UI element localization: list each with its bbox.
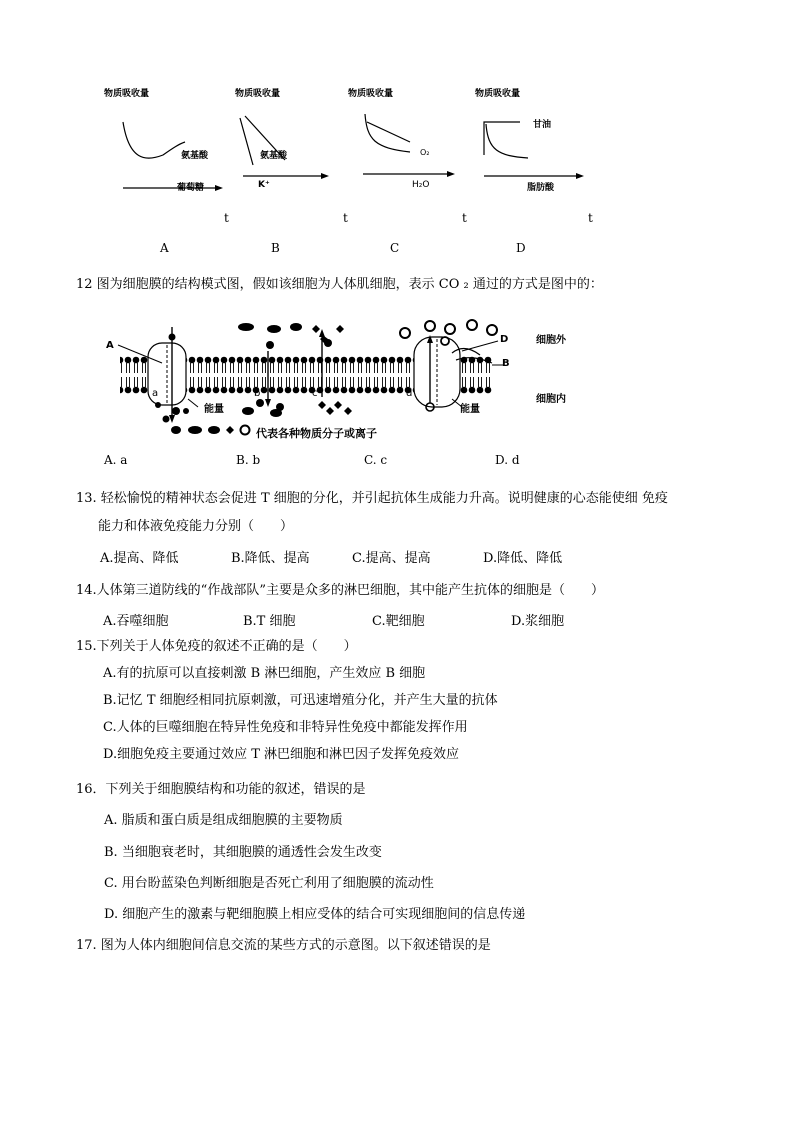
path-a-label: a <box>152 388 159 399</box>
path-b-label: b <box>254 388 261 399</box>
q14-option-d: D.浆细胞 <box>511 614 565 629</box>
q13-option-d: D.降低、降低 <box>483 551 563 566</box>
q13-option-c: C.提高、提高 <box>352 551 431 566</box>
graph-b-t-label: t <box>343 211 348 225</box>
graph-d-axis-label: 脂肪酸 <box>527 183 555 193</box>
q12-option-c: C. c <box>364 453 388 467</box>
q13-option-b: B.降低、提高 <box>231 551 310 566</box>
graph-b-y-label: 物质吸收量 <box>235 89 281 99</box>
graph-option-d: D <box>516 241 526 255</box>
graph-a-y-label: 物质吸收量 <box>104 89 150 99</box>
graph-c-axis-label: H₂O <box>412 180 430 190</box>
q14-option-a: A.吞噬细胞 <box>103 614 169 629</box>
energy-label-left: 能量 <box>204 404 224 415</box>
q15-option-b: B.记忆 T 细胞经相同抗原刺激，可迅速增殖分化，并产生大量的抗体 <box>103 693 498 708</box>
legend-text: 代表各种物质分子或离子 <box>256 427 377 440</box>
graph-a-curve-label: 氨基酸 <box>181 151 209 161</box>
q13-stem-line2: 能力和体液免疫能力分别（ ） <box>98 519 294 534</box>
protein-a-label: A <box>106 340 114 351</box>
protein-d-label: D <box>500 334 509 345</box>
q16-option-d: D. 细胞产生的激素与靶细胞膜上相应受体的结合可实现细胞间的信息传递 <box>104 907 526 922</box>
q14-stem: 14.人体第三道防线的“作战部队”主要是众多的淋巴细胞，其中能产生抗体的细胞是（ ） <box>76 583 604 598</box>
q12-option-b: B. b <box>236 453 261 467</box>
graph-a-t-label: t <box>224 211 229 225</box>
graph-option-a: A <box>160 241 169 255</box>
q15-stem: 15.下列关于人体免疫的叙述不正确的是（ ） <box>76 639 357 654</box>
outside-cell-label: 细胞外 <box>536 335 566 346</box>
graph-option-c: C <box>390 241 400 255</box>
q16-option-b: B. 当细胞衰老时，其细胞膜的通透性会发生改变 <box>104 845 382 860</box>
graph-a-curves <box>115 100 225 200</box>
q12-option-a: A. a <box>104 453 128 467</box>
graph-c-t-label: t <box>462 211 467 225</box>
q12-stem: 12 图为细胞膜的结构模式图，假如该细胞为人体肌细胞，表示 CO ₂ 通过的方式是图中的： <box>76 277 603 292</box>
graph-d-t-label: t <box>588 211 593 225</box>
q13-stem-line1: 13. 轻松愉悦的精神状态会促进 T 细胞的分化，并引起抗体生成能力升高。说明健康的心态能使细 免疫 <box>76 491 668 506</box>
q15-option-d: D.细胞免疫主要通过效应 T 淋巴细胞和淋巴因子发挥免疫效应 <box>103 747 460 762</box>
q16-option-c: C. 用台盼蓝染色判断细胞是否死亡利用了细胞膜的流动性 <box>104 876 434 891</box>
q16-option-a: A. 脂质和蛋白质是组成细胞膜的主要物质 <box>104 813 343 828</box>
q15-option-a: A.有的抗原可以直接刺激 B 淋巴细胞，产生效应 B 细胞 <box>103 666 426 681</box>
bilayer-b-label: B <box>502 358 510 369</box>
q15-option-c: C.人体的巨噬细胞在特异性免疫和非特异性免疫中都能发挥作用 <box>103 720 468 735</box>
graph-option-b: B <box>271 241 280 255</box>
graph-b-axis-label: K⁺ <box>258 180 270 190</box>
q12-option-d: D. d <box>495 453 520 467</box>
graph-a-axis-label: 葡萄糖 <box>177 183 205 193</box>
graph-c-curves <box>355 100 465 200</box>
graph-d-curve-label: 甘油 <box>533 120 552 130</box>
graph-d-y-label: 物质吸收量 <box>475 89 521 99</box>
path-d-label: d <box>406 388 413 399</box>
membrane-svg <box>100 315 540 440</box>
path-c-label: c <box>312 388 318 399</box>
inside-cell-label: 细胞内 <box>536 394 566 405</box>
q13-option-a: A.提高、降低 <box>100 551 179 566</box>
q17-stem: 17. 图为人体内细胞间信息交流的某些方式的示意图。以下叙述错误的是 <box>76 938 491 953</box>
graph-c-curve-label: O₂ <box>420 148 430 157</box>
q14-option-c: C.靶细胞 <box>372 614 425 629</box>
graph-b-curve-label: 氨基酸 <box>260 151 288 161</box>
q14-option-b: B.T 细胞 <box>243 614 296 629</box>
energy-label-right: 能量 <box>460 404 480 415</box>
q16-stem: 16．下列关于细胞膜结构和功能的叙述，错误的是 <box>76 782 366 797</box>
graph-c-y-label: 物质吸收量 <box>348 89 394 99</box>
